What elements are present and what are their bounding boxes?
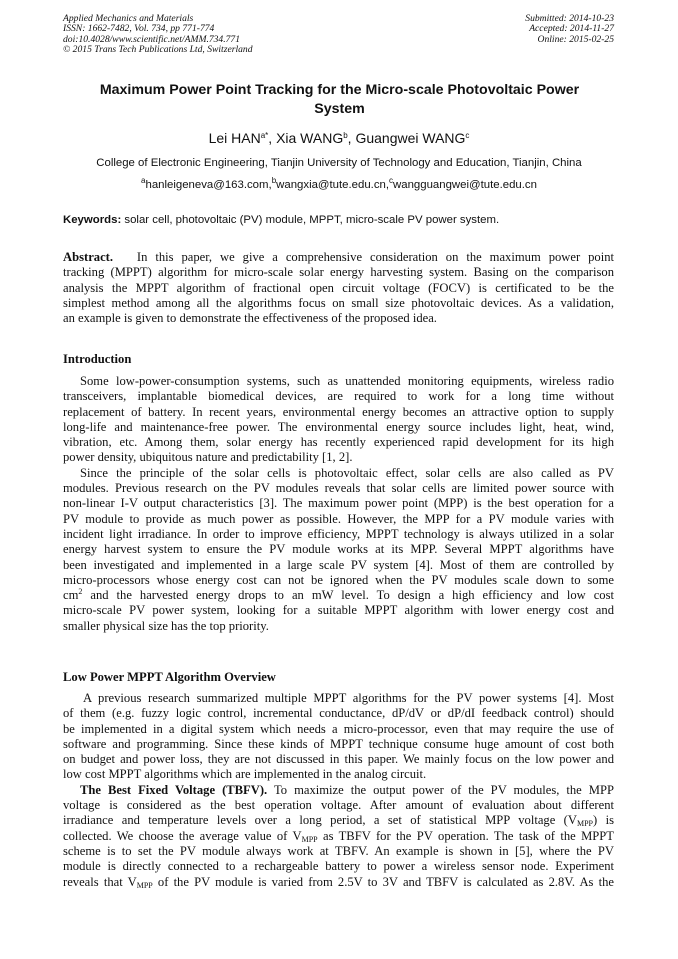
issn-line: ISSN: 1662-7482, Vol. 734, pp 771-774 <box>63 23 215 35</box>
text-line: collected. We choose the average value of $V_{MPP}$ as TBFV for the PV operation. The task of the MPPT <box>63 828 615 844</box>
email-mark: c <box>389 176 394 185</box>
abstract-line: simplest method among all the algorithms focus on small size photovoltaic devices. As a validation, <box>63 295 614 310</box>
text-line: A previous research summarized multiple MPPT algorithms for the PV power systems [4]. Most <box>83 691 614 705</box>
author-name: Lei HAN <box>208 130 261 146</box>
author-affil-mark: a* <box>260 131 269 140</box>
abstract-line: an example is given to demonstrate the effectiveness of the proposed idea. <box>63 311 437 326</box>
text-line: Since the principle of the solar cells is photovoltaic effect, solar cells are also called as PV <box>80 465 614 480</box>
paper-title <box>52 81 627 119</box>
author-name: Guangwei WANG <box>355 130 466 146</box>
text-line: smaller physical size has the top priority. <box>63 618 269 633</box>
section-heading-introduction: Introduction <box>63 352 132 366</box>
mppt-overview-body <box>63 691 614 890</box>
journal-name: Applied Mechanics and Materials <box>63 13 194 24</box>
email-address[interactable]: wangxia@tute.edu.cn <box>276 179 386 191</box>
text-line: micro-processors whose energy cost can not be ignored when the PV modules scale down to some <box>63 572 614 587</box>
text-line: modules. Previous research on the PV modules reveals that solar cells are limited power source with <box>63 481 614 496</box>
text-line: been investigated and implemented in a large scale PV system [4]. Most of them are controlled by <box>63 557 614 572</box>
text-line: incident light irradiance. In order to improve efficiency, MPPT technology is always utilized in a solar <box>63 526 614 541</box>
text-line: long-life and maintenance-free power. The environmental energy source includes light, heat, wind, <box>63 419 614 434</box>
section-heading-mppt-overview: Low Power MPPT Algorithm Overview <box>63 670 276 684</box>
author-affil-mark: b <box>343 131 348 140</box>
author-emails: $^a$hanleigeneva@163.com,$^b$wangxia@tute.edu.cn,$^c$wangguangwei@tute.edu.cn <box>141 176 537 191</box>
text-line: replacement of battery. In recent years, environmental energy becomes an attractive option to supply <box>63 404 614 419</box>
keywords <box>63 213 615 227</box>
copyright-line: © 2015 Trans Tech Publications Ltd, Switzerland <box>63 44 253 56</box>
affiliation: College of Electronic Engineering, Tianjin University of Technology and Education, Tianjin, China <box>96 157 582 169</box>
text-line: be implemented in a digital system which needs a micro-processor, even that may require the use of <box>63 721 614 736</box>
text-line: micro-scale PV power system, looking for a suitable MPPT algorithm with lower energy cost and <box>63 603 614 618</box>
text-line: of them (e.g. fuzzy logic control, incremental conductance, dP/dV or dP/dI feedback control) should <box>63 706 614 721</box>
email-mark: a <box>141 176 146 185</box>
submission-dates <box>525 14 614 45</box>
text-line: on budget and power loss, they are not discussed in this paper. We mainly focus on the low power and <box>63 752 614 767</box>
keywords-label: Keywords: <box>63 214 122 226</box>
text-line: voltage is considered as the best operation voltage. After amount of evaluation about different <box>63 798 614 813</box>
email-mark: b <box>271 176 277 185</box>
text-line: Some low-power-consumption systems, such as unattended monitoring equipments, wireless radio <box>80 374 614 388</box>
text-line: vibration, etc. Among them, solar energy has recently experienced rapid development for its high <box>63 435 614 450</box>
online-date: Online: 2015-02-25 <box>537 33 614 45</box>
title-line: Maximum Power Point Tracking for the Micro-scale Photovoltaic Power <box>99 82 580 98</box>
text-line: software and programming. Since these kinds of MPPT technique consume huge amount of cost both <box>63 736 614 751</box>
abstract-label: Abstract. <box>63 250 114 264</box>
abstract-line: analysis the MPPT algorithm of fractional open circuit voltage (FOCV) is certificated to be the <box>63 280 614 295</box>
text-line: module is directly connected to a rechargeable battery to power a wireless sensor node. Experiment <box>63 859 614 874</box>
text-line: The Best Fixed Voltage (TBFV). To maximize the output power of the PV modules, the MPP <box>80 782 614 797</box>
accepted-date: Accepted: 2014-11-27 <box>529 23 614 35</box>
author-list: Lei $HAN^{a*}$, Xia WANG$^b$, Guangwei WANG$^c$ <box>208 130 470 146</box>
text-line: non-linear I-V output characteristics [3]. The maximum power point (MPP) is the best operation for a <box>63 496 614 511</box>
author-name: Xia WANG <box>276 130 344 146</box>
text-line: power density, ubiquitous nature and predictability [1, 2]. <box>63 450 353 465</box>
abstract-line: Abstract. In this paper, we give a comprehensive consideration on the maximum power point <box>63 250 614 264</box>
text-line: $cm^2$ and the harvested energy drops to an mW level. To design a high efficiency and low cost <box>63 587 614 603</box>
introduction-body <box>63 374 614 634</box>
journal-info <box>63 14 253 56</box>
email-address[interactable]: hanleigeneva@163.com <box>145 179 269 191</box>
text-line: low cost MPPT algorithms which are implemented in the analog circuit. <box>63 767 427 782</box>
abstract-line: tracking (MPPT) algorithm for micro-scale solar energy harvesting system. Basing on the comparison <box>63 265 614 280</box>
keywords-text: solar cell, photovoltaic (PV) module, MPPT, micro-scale PV power system. <box>124 214 500 226</box>
doi-line: doi:10.4028/www.scientific.net/AMM.734.771 <box>63 33 241 45</box>
tbfv-label: The Best Fixed Voltage (TBFV). <box>80 782 268 797</box>
text-line: reveals that $V_{MPP}$ of the PV module is varied from 2.5V to 3V and TBFV is calculated as 2.8V. As the <box>63 874 614 890</box>
text-line: scheme is to set the PV module always work at TBFV. An example is shown in [5], where the PV <box>63 843 614 858</box>
text-line: irradiance and temperature levels over a long period, a set of statistical MPP voltage $(V_{MPP})$ is <box>63 813 614 829</box>
email-address[interactable]: wangguangwei@tute.edu.cn <box>393 179 537 191</box>
abstract <box>63 250 614 326</box>
text-line: transceivers, implantable biomedical devices, are required to work for a long time without <box>63 389 614 404</box>
title-line: System <box>314 101 365 117</box>
submitted-date: Submitted: 2014-10-23 <box>525 13 614 24</box>
text-line: PV module to provide as much power as possible. However, the MPP for a PV module varies with <box>63 511 614 526</box>
text-line: energy harvest system to ensure the PV module works at its MPP. Several MPPT algorithms have <box>63 542 614 557</box>
author-affil-mark: c <box>465 131 470 140</box>
